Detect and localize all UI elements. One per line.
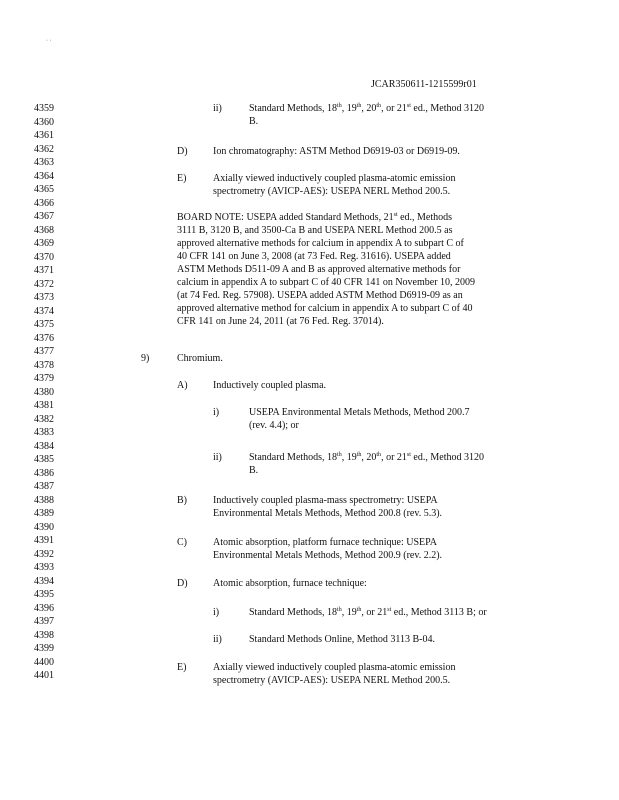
board-note-line: approved alternative methods for calcium in appendix A to subpart C of: [177, 238, 464, 249]
chromium-a-i-line2: (rev. 4.4); or: [249, 420, 299, 431]
line-number: 4376: [34, 332, 54, 344]
line-number: 4369: [34, 238, 54, 249]
section-title: Chromium.: [177, 353, 223, 364]
chromium-a-i-line1: USEPA Environmental Metals Methods, Method 200.7: [249, 407, 470, 418]
board-note-line: 3111 B, 3120 B, and 3500-Ca B and USEPA NERL Method 200.5 as: [177, 225, 453, 236]
line-number: 4394: [34, 575, 54, 587]
line-number: 4387: [34, 481, 54, 492]
line-number: 4393: [34, 562, 54, 573]
line-number: 4366: [34, 197, 54, 209]
calcium-ii-line2: B.: [249, 116, 259, 127]
line-number: 4386: [34, 467, 54, 479]
line-number: 4367: [34, 211, 54, 222]
line-number: 4378: [34, 359, 54, 371]
chromium-d-ii-text: Standard Methods Online, Method 3113 B-04.: [249, 634, 436, 645]
line-number: 4396: [34, 602, 54, 614]
line-number: 4383: [34, 427, 54, 438]
chromium-e-line1: Axially viewed inductively coupled plasma-atomic emission: [213, 662, 456, 673]
board-note-line: (at 74 Fed. Reg. 57908). USEPA added ASTM Method D6919-09 as an: [177, 290, 463, 301]
item-marker: E): [177, 662, 187, 673]
chromium-a-ii-line1: Standard Methods, 18th, 19th, 20th, or 21st ed., Method 3120: [249, 452, 484, 463]
line-number: 4391: [34, 535, 54, 546]
chromium-d-text: Atomic absorption, furnace technique:: [213, 578, 367, 589]
line-number: 4385: [34, 454, 54, 465]
line-number: 4395: [34, 589, 54, 600]
line-number: 4397: [34, 616, 54, 627]
line-number: 4390: [34, 521, 54, 533]
line-number: 4360: [34, 116, 54, 128]
chromium-c-line2: Environmental Metals Methods, Method 200.9 (rev. 2.2).: [213, 550, 443, 561]
line-number: 4398: [34, 629, 54, 641]
line-number: 4392: [34, 548, 54, 560]
item-marker: A): [177, 380, 188, 391]
item-marker: D): [177, 146, 188, 157]
line-number: 4399: [34, 643, 54, 654]
chromium-b-line2: Environmental Metals Methods, Method 200.8 (rev. 5.3).: [213, 508, 443, 519]
chromium-a-ii-line2: B.: [249, 465, 259, 476]
item-marker: i): [213, 407, 220, 418]
item-marker: ii): [213, 452, 222, 463]
calcium-e-line1: Axially viewed inductively coupled plasma-atomic emission: [213, 173, 456, 184]
chromium-a-text: Inductively coupled plasma.: [213, 380, 327, 391]
calcium-ii-line1: Standard Methods, 18th, 19th, 20th, or 21st ed., Method 3120: [249, 103, 484, 114]
line-number: 4401: [34, 670, 54, 681]
calcium-d-text: Ion chromatography: ASTM Method D6919-03 or D6919-09.: [213, 146, 460, 157]
section-number: 9): [141, 353, 150, 364]
board-note-line: CFR 141 on June 24, 2011 (at 76 Fed. Reg. 37014).: [177, 316, 384, 327]
board-note-line: calcium in appendix A to subpart C of 40 CFR 141 on November 10, 2009: [177, 277, 476, 288]
chromium-d-i-text: Standard Methods, 18th, 19th, or 21st ed., Method 3113 B; or: [249, 607, 487, 618]
board-note-line: ASTM Methods D511-09 A and B as approved alternative methods for: [177, 264, 461, 275]
item-marker: i): [213, 607, 220, 618]
item-marker: E): [177, 173, 187, 184]
line-number: 4375: [34, 319, 54, 330]
line-number: 4388: [34, 494, 54, 506]
line-number: 4380: [34, 386, 54, 398]
corner-mark: · ·: [46, 38, 52, 44]
line-number: 4377: [34, 346, 54, 357]
line-number: 4364: [34, 170, 54, 182]
board-note-line: approved alternative method for calcium in appendix A to subpart C of 40: [177, 303, 473, 314]
calcium-e-line2: spectrometry (AVICP-AES): USEPA NERL Method 200.5.: [213, 186, 451, 197]
document-id: JCAR350611-1215599r01: [371, 79, 477, 90]
item-marker: D): [177, 578, 188, 589]
line-number: 4381: [34, 400, 54, 411]
line-number: 4359: [34, 103, 54, 114]
chromium-e-line2: spectrometry (AVICP-AES): USEPA NERL Method 200.5.: [213, 675, 451, 686]
board-note-line: 40 CFR 141 on June 3, 2008 (at 73 Fed. Reg. 31616). USEPA added: [177, 251, 451, 262]
line-number: 4363: [34, 157, 54, 168]
line-number: 4368: [34, 224, 54, 236]
line-number: 4362: [34, 143, 54, 155]
item-marker: ii): [213, 634, 222, 645]
board-note-line: BOARD NOTE: USEPA added Standard Methods, 21st ed., Methods: [177, 212, 453, 223]
item-marker: ii): [213, 103, 222, 114]
line-number: 4371: [34, 265, 54, 276]
item-marker: C): [177, 537, 187, 548]
item-marker: B): [177, 495, 187, 506]
line-number: 4370: [34, 251, 54, 263]
line-number: 4384: [34, 440, 54, 452]
line-number: 4400: [34, 656, 54, 668]
line-number: 4372: [34, 278, 54, 290]
chromium-c-line1: Atomic absorption, platform furnace technique: USEPA: [213, 537, 438, 548]
line-number: 4379: [34, 373, 54, 384]
line-number: 4373: [34, 292, 54, 303]
line-number: 4374: [34, 305, 54, 317]
line-number: 4382: [34, 413, 54, 425]
line-number: 4389: [34, 508, 54, 519]
chromium-b-line1: Inductively coupled plasma-mass spectrometry: USEPA: [213, 495, 438, 506]
line-number: 4365: [34, 184, 54, 195]
line-number: 4361: [34, 130, 54, 141]
